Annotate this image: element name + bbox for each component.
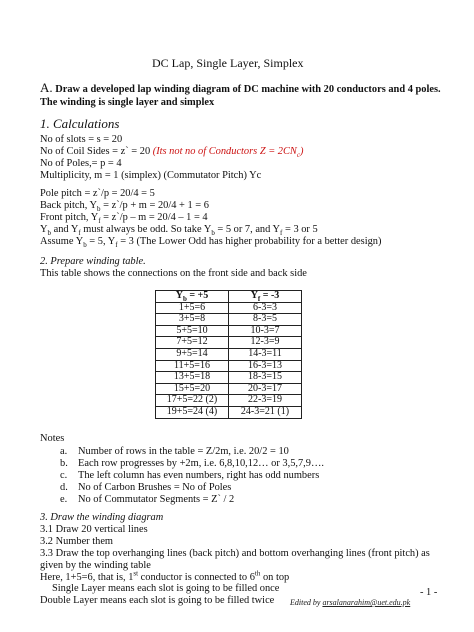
table-row — [156, 337, 302, 349]
h1-sub: b — [182, 295, 187, 303]
table-cell: 24-3=21 (1) — [229, 406, 302, 418]
coil-sides-note — [152, 146, 304, 160]
coil-note-end: ) — [299, 146, 304, 157]
table-row — [156, 372, 302, 384]
odd-sub2: f — [78, 229, 81, 238]
assume-b: = 5, Y — [86, 236, 116, 247]
draw-step-3-cont: given by the winding table — [40, 560, 151, 571]
edited-by-label: Edited by — [290, 598, 323, 607]
table-cell: 1+5=6 — [156, 302, 229, 314]
table-header-back-pitch — [156, 291, 229, 303]
front-pitch-b: = z`/p – m = 20/4 – 1 = 4 — [100, 212, 208, 223]
table-row — [156, 406, 302, 418]
assume-c: = 3 (The Lower Odd has higher probability for a better design) — [117, 236, 382, 247]
pole-pitch-line: Pole pitch = z`/p = 20/4 = 5 — [40, 188, 155, 199]
odd-sub1: b — [47, 229, 52, 238]
coil-sides-text: No of Coil Sides = z` = 20 — [40, 146, 153, 157]
slots-line: No of slots = s = 20 — [40, 134, 123, 145]
back-pitch-sub: b — [97, 205, 101, 214]
back-pitch-line — [40, 200, 209, 212]
note-item — [60, 458, 324, 470]
poles-line: No of Poles,= p = 4 — [40, 158, 122, 169]
table-header-row — [156, 291, 302, 303]
odd-d: = 5 or 7, and Y — [214, 224, 281, 235]
table-cell: 10-3=7 — [229, 325, 302, 337]
table-row — [156, 383, 302, 395]
note-item — [60, 446, 289, 458]
table-cell: 22-3=19 — [229, 395, 302, 407]
editor-email-link[interactable]: arsalanarahim@uet.edu.pk — [322, 598, 411, 607]
table-cell: 12-3=9 — [229, 337, 302, 349]
multiplicity-line: Multiplicity, m = 1 (simplex) (Commutator Pitch) Yc — [40, 170, 262, 181]
page-title: DC Lap, Single Layer, Simplex — [152, 56, 304, 70]
task-a-line1 — [40, 82, 441, 96]
table-row — [156, 314, 302, 326]
front-pitch-sub: f — [98, 217, 101, 226]
table-row — [156, 302, 302, 314]
draw-step-3: 3.3 Draw the top overhanging lines (back pitch) and bottom overhanging lines (front pitch) as — [40, 548, 430, 559]
back-pitch-b: = z`/p + m = 20/4 + 1 = 6 — [100, 200, 209, 211]
task-a-line2: The winding is single layer and simplex — [40, 97, 215, 108]
h2-a: Y — [250, 290, 258, 301]
table-cell: 20-3=17 — [229, 383, 302, 395]
here-b: conductor is connected to 6 — [138, 572, 255, 583]
h1-b: = +5 — [186, 290, 209, 301]
note-marker: b. — [60, 458, 68, 469]
note-item — [60, 494, 234, 506]
front-pitch-line — [40, 212, 208, 224]
here-c: on top — [260, 572, 290, 583]
note-text: The left column has even numbers, right has odd numbers — [78, 470, 320, 481]
here-a: Here, 1+5=6, that is, 1 — [40, 572, 134, 583]
notes-heading: Notes — [40, 433, 65, 444]
assume-sub2: f — [115, 241, 118, 250]
editor-credit — [290, 597, 410, 609]
table-cell: 15+5=20 — [156, 383, 229, 395]
odd-sub3: b — [211, 229, 215, 238]
prepare-desc: This table shows the connections on the front side and back side — [40, 268, 307, 279]
odd-a: Y — [40, 224, 48, 235]
odd-sub4: f — [280, 229, 283, 238]
note-item — [60, 482, 231, 494]
h2-b: = -3 — [260, 290, 280, 301]
table-cell: 11+5=16 — [156, 360, 229, 372]
assume-a: Assume Y — [40, 236, 84, 247]
table-row — [156, 360, 302, 372]
table-row — [156, 325, 302, 337]
note-marker: a. — [60, 446, 68, 457]
note-text: Number of rows in the table = Z/2m, i.e. 20/2 = 10 — [78, 446, 289, 457]
odd-b: and Y — [51, 224, 79, 235]
table-row — [156, 348, 302, 360]
prepare-heading: 2. Prepare winding table. — [40, 256, 146, 267]
note-text: Each row progresses by +2m, i.e. 6,8,10,12… or 3,5,7,9…. — [78, 458, 324, 469]
here-sup1: st — [133, 569, 139, 578]
table-row — [156, 395, 302, 407]
table-cell: 19+5=24 (4) — [156, 406, 229, 418]
task-a-text: Draw a developed lap winding diagram of DC machine with 20 conductors and 4 poles. — [55, 84, 441, 95]
back-pitch-a: Back pitch, Y — [40, 200, 98, 211]
here-sup2: th — [254, 569, 261, 578]
table-cell: 7+5=12 — [156, 337, 229, 349]
table-cell: 5+5=10 — [156, 325, 229, 337]
calculations-heading: 1. Calculations — [40, 116, 120, 131]
note-item — [60, 470, 319, 482]
table-cell: 3+5=8 — [156, 314, 229, 326]
single-layer-line: Single Layer means each slot is going to be filled once — [52, 583, 280, 594]
odd-rule-line — [40, 224, 318, 236]
assume-line — [40, 236, 381, 248]
note-text: No of Commutator Segments = Z` / 2 — [78, 494, 235, 505]
table-cell: 17+5=22 (2) — [156, 395, 229, 407]
page-number: - 1 - — [420, 587, 438, 598]
winding-table — [155, 290, 302, 419]
h1-a: Y — [175, 290, 183, 301]
note-text: No of Carbon Brushes = No of Poles — [78, 482, 232, 493]
coil-note-sub: c — [296, 151, 300, 160]
h2-sub: f — [257, 295, 261, 303]
table-cell: 18-3=15 — [229, 372, 302, 384]
table-header-front-pitch — [229, 291, 302, 303]
coil-sides-line — [40, 146, 303, 158]
double-layer-line: Double Layer means each slot is going to be filled twice — [40, 595, 275, 606]
note-marker: e. — [60, 494, 68, 505]
draw-heading: 3. Draw the winding diagram — [40, 512, 164, 523]
table-cell: 13+5=18 — [156, 372, 229, 384]
table-cell: 14-3=11 — [229, 348, 302, 360]
front-pitch-a: Front pitch, Y — [40, 212, 99, 223]
odd-c: must always be odd. So take Y — [80, 224, 212, 235]
table-cell: 16-3=13 — [229, 360, 302, 372]
task-a-letter: A. — [40, 80, 53, 95]
table-cell: 6-3=3 — [229, 302, 302, 314]
note-marker: c. — [60, 470, 68, 481]
assume-sub1: b — [83, 241, 87, 250]
draw-step-2: 3.2 Number them — [40, 536, 114, 547]
table-cell: 9+5=14 — [156, 348, 229, 360]
coil-note-text: (Its not no of Conductors Z = 2CN — [152, 146, 297, 157]
draw-step-1: 3.1 Draw 20 vertical lines — [40, 524, 148, 535]
odd-e: = 3 or 5 — [282, 224, 318, 235]
table-cell: 8-3=5 — [229, 314, 302, 326]
note-marker: d. — [60, 482, 68, 493]
